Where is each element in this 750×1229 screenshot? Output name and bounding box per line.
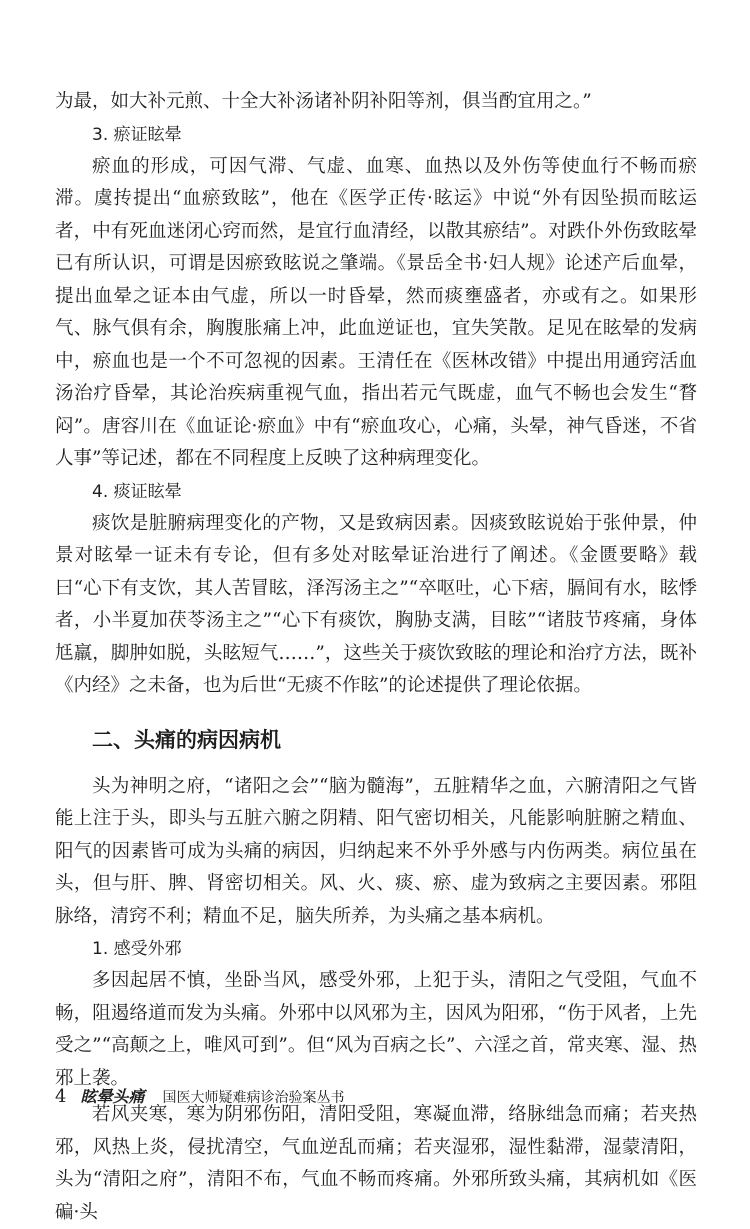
paragraph-intro: 为最，如大补元煎、十全大补汤诸补阴补阳等剂，俱当酌宜用之。” <box>55 91 592 112</box>
series-title: 国医大师疑难病诊治验案丛书 <box>162 1090 345 1106</box>
paragraph-blood-stasis: 瘀血的形成，可因气滞、气虚、血寒、血热以及外伤等使血行不畅而瘀滞。虞抟提出“血瘀致眩”，他在《医学正传·眩运》中说“外有因坠损而眩运者，中有死血迷闭心窍而然，是宜行血清经，以散其瘀结”。对跌仆外伤致眩晕已有所认识，可谓是因瘀致眩说之肇端。《景岳全书·妇人规》论述产后血晕，提出血晕之证本由气虚，所以一时昏晕，然而痰壅盛者，亦或有之。如果形气、脉气俱有余，胸腹胀痛上冲，此血逆证也，宜失笑散。足见在眩晕的发病中，瘀血也是一个不可忽视的因素。王清任在《医林改错》中提出用通窍活血汤治疗昏晕，其论治疾病重视气血，指出若元气既虚，血气不畅也会发生“瞀闷”。唐容川在《血证论·瘀血》中有“瘀血攻心，心痛，头晕，神气昏迷，不省人事”等记述，都在不同程度上反映了这种病理变化。 <box>55 155 697 469</box>
paragraph-wind-combinations: 若风夹寒，寒为阴邪伤阳，清阳受阻，寒凝血滞，络脉绌急而痛；若夹热邪，风热上炎，侵扰清空，气血逆乱而痛；若夹湿邪，湿性黏滞，湿蒙清阳，头为“清阳之府”，清阳不布，气血不畅而疼痛。外邪所致头痛，其病机如《医碥·头 <box>55 1104 697 1223</box>
paragraph-external-evil: 多因起居不慎，坐卧当风，感受外邪，上犯于头，清阳之气受阻，气血不畅，阻遏络道而发为头痛。外邪中以风邪为主，因风为阳邪，“伤于风者，上先受之”“高颠之上，唯风可到”。但“风为百病之长”、六淫之首，常夹寒、湿、热邪上袭。 <box>55 970 697 1089</box>
section-heading-headache: 二、头痛的病因病机 <box>92 727 281 752</box>
subheading-phlegm-dizziness: 4. 痰证眩晕 <box>92 481 182 502</box>
page-content <box>55 86 697 1229</box>
book-title: 眩晕头痛 <box>80 1087 145 1106</box>
paragraph-phlegm: 痰饮是脏腑病理变化的产物，又是致病因素。因痰致眩说始于张仲景，仲景对眩晕一证未有专论，但有多处对眩晕证治进行了阐述。《金匮要略》载曰“心下有支饮，其人苦冒眩，泽泻汤主之”“卒呕吐，心下痞，膈间有水，眩悸者，小半夏加茯苓汤主之”“心下有痰饮，胸胁支满，目眩”“诸肢节疼痛，身体尪羸，脚肿如脱，头眩短气……”，这些关于痰饮致眩的理论和治疗方法，既补《内经》之未备，也为后世“无痰不作眩”的论述提供了理论依据。 <box>55 512 697 696</box>
page-number: 4 <box>55 1086 67 1107</box>
page-footer <box>55 1084 344 1107</box>
subheading-blood-stasis-dizziness: 3. 瘀证眩晕 <box>92 124 182 145</box>
paragraph-headache-overview: 头为神明之府，“诸阳之会”“脑为髓海”，五脏精华之血，六腑清阳之气皆能上注于头，即头与五脏六腑之阴精、阳气密切相关，凡能影响脏腑之精血、阳气的因素皆可成为头痛的病因，归纳起来不外乎外感与内伤两类。病位虽在头，但与肝、脾、肾密切相关。风、火、痰、瘀、虚为致病之主要因素。邪阻脉络，清窍不利；精血不足，脑失所养，为头痛之基本病机。 <box>55 775 697 927</box>
subheading-external-evil: 1. 感受外邪 <box>92 939 182 959</box>
